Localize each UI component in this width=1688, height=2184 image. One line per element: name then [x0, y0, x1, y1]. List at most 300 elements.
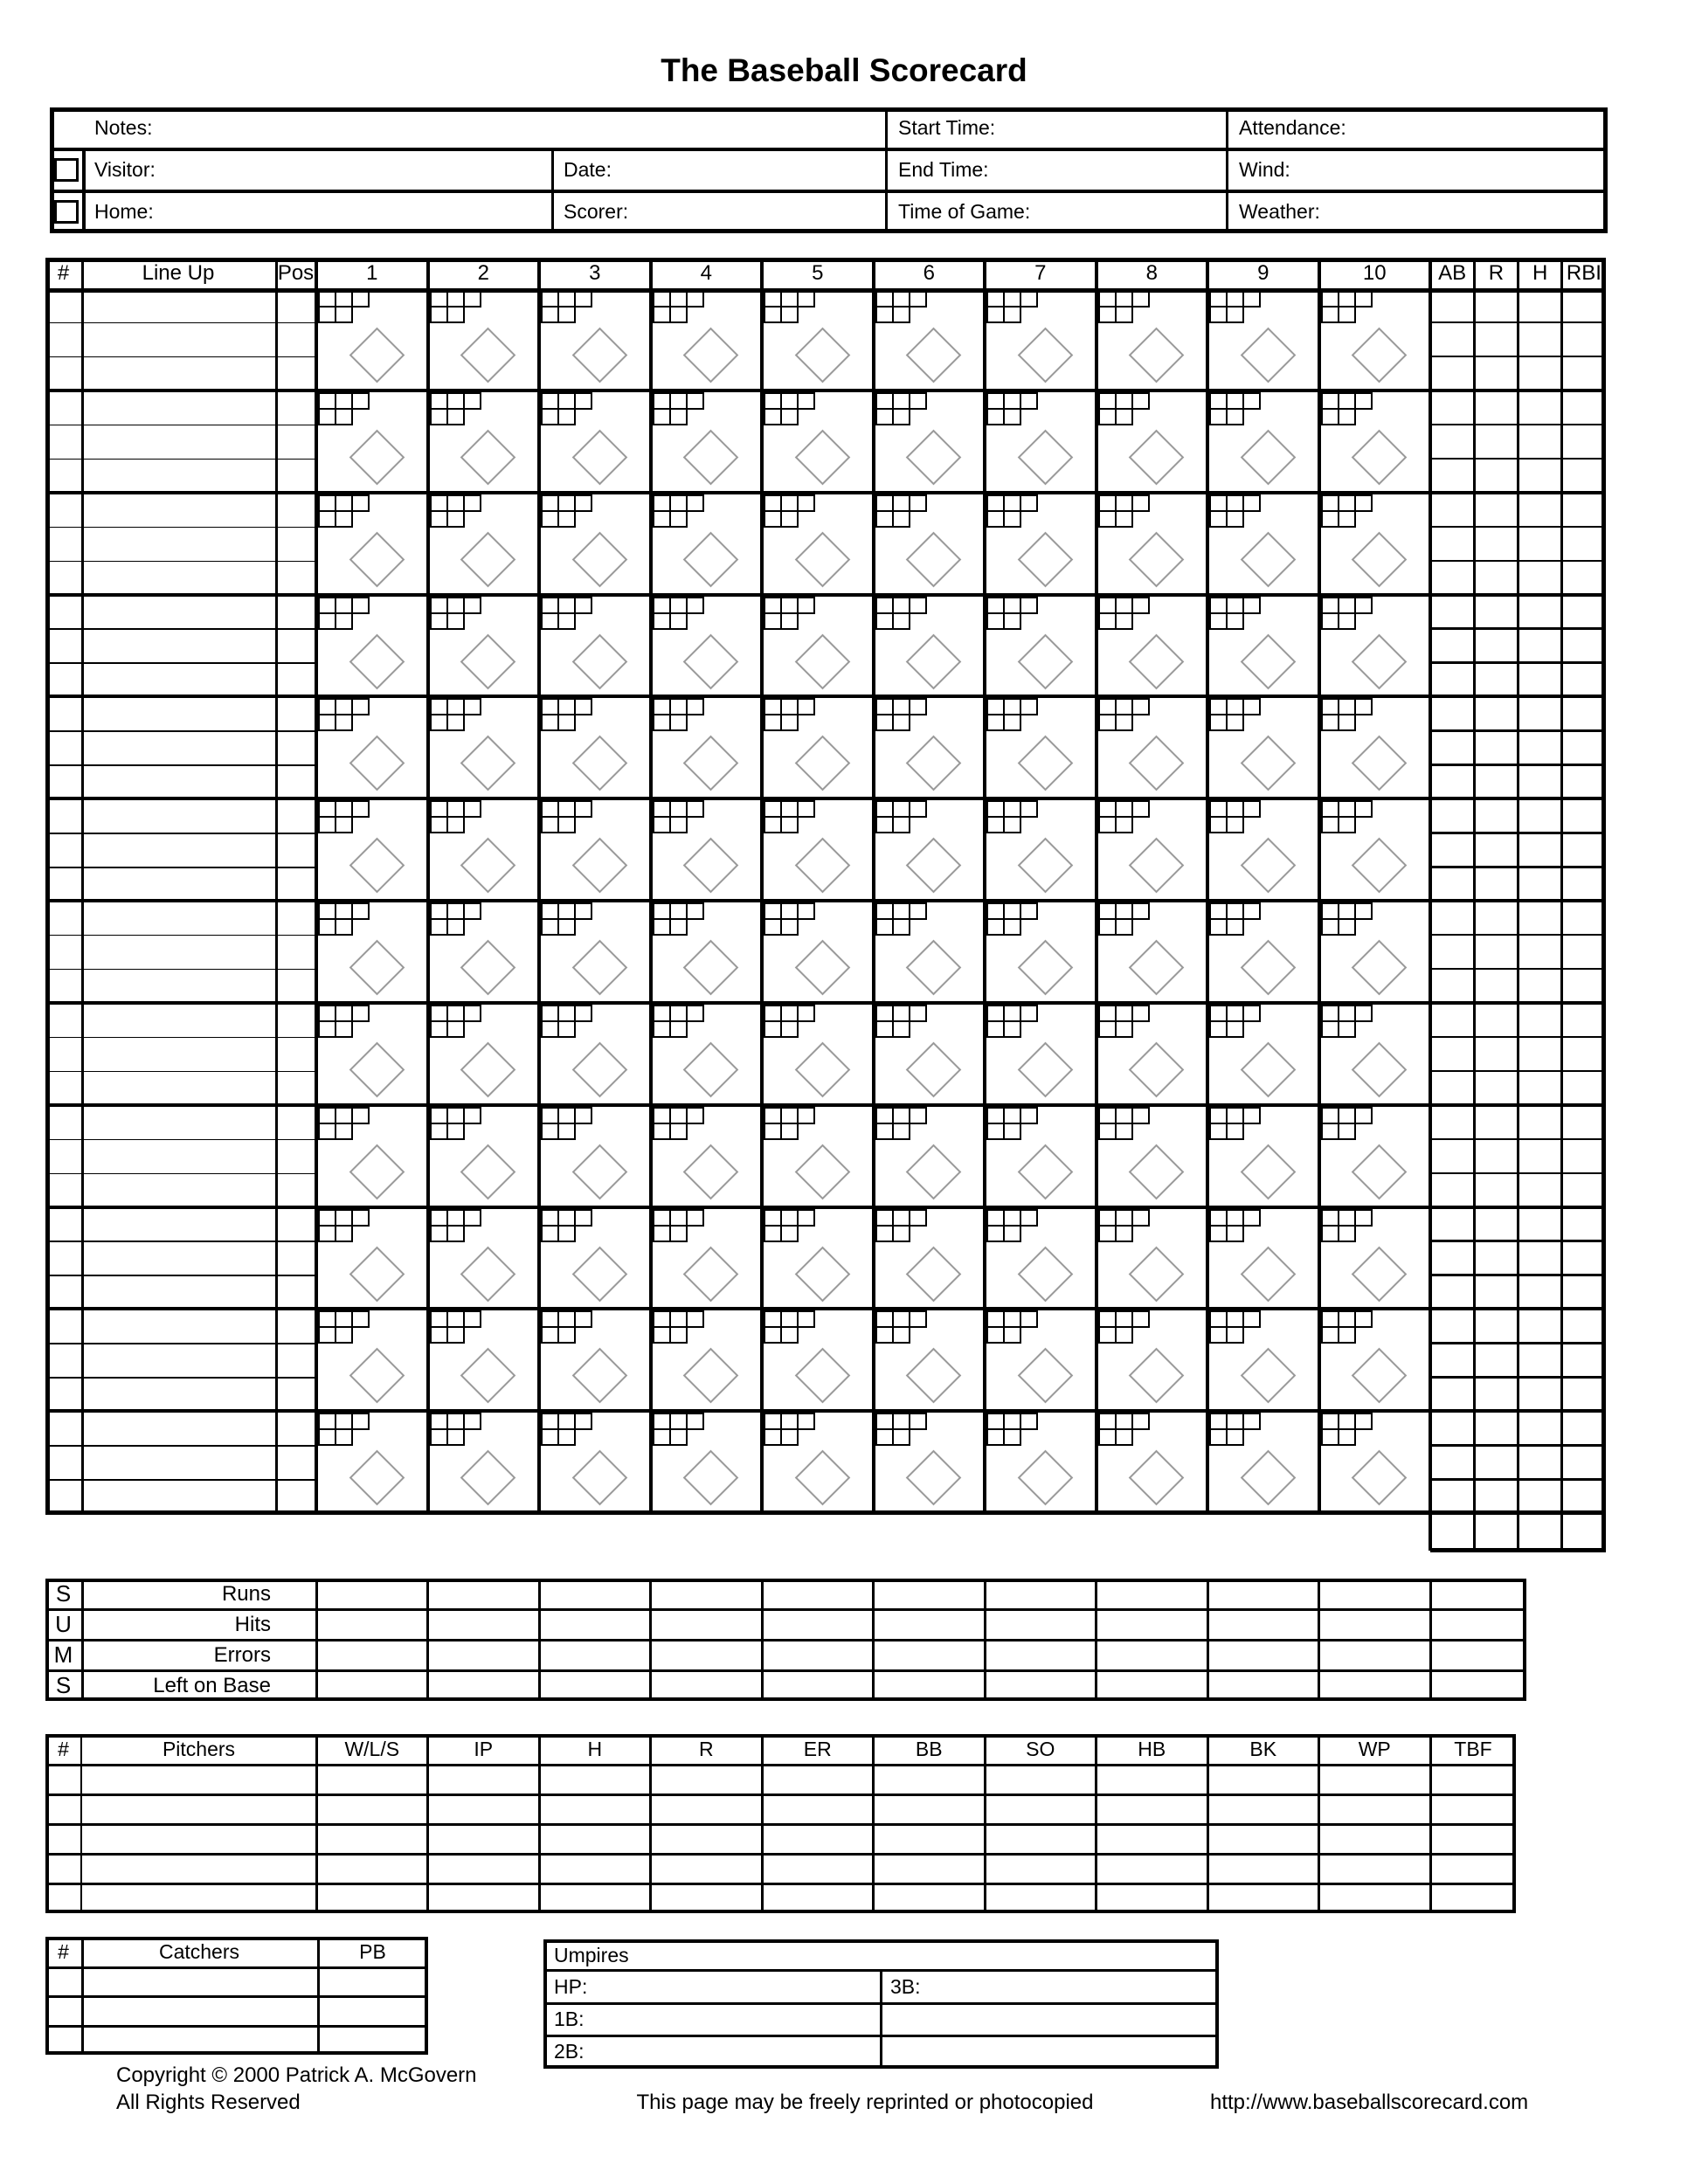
pitcher-cell[interactable]: [876, 1766, 983, 1793]
pitcher-cell[interactable]: [987, 1796, 1094, 1822]
pitch-count-box[interactable]: [1338, 902, 1356, 920]
pitch-count-box[interactable]: [764, 408, 782, 425]
pitch-count-box[interactable]: [1338, 1310, 1356, 1328]
pitch-count-box[interactable]: [669, 290, 688, 308]
stat-cell[interactable]: [1433, 597, 1471, 627]
pitcher-cell[interactable]: [764, 1796, 871, 1822]
pitch-count-box[interactable]: [463, 800, 481, 818]
pitch-count-box[interactable]: [446, 1326, 465, 1344]
pitch-count-box[interactable]: [875, 1225, 894, 1242]
pitch-count-box[interactable]: [875, 290, 894, 308]
pitch-count-box[interactable]: [780, 597, 799, 614]
umpire-empty-cell[interactable]: [887, 2006, 1210, 2034]
pitch-count-box[interactable]: [1115, 1209, 1133, 1227]
pitch-count-box[interactable]: [318, 1413, 336, 1430]
pitch-count-box[interactable]: [669, 1413, 688, 1430]
stat-cell[interactable]: [1477, 1175, 1515, 1206]
pitch-count-box[interactable]: [986, 816, 1005, 833]
pitch-count-box[interactable]: [1131, 1209, 1150, 1227]
pitch-count-box[interactable]: [875, 918, 894, 936]
pitch-count-box[interactable]: [1003, 408, 1021, 425]
pitch-count-box[interactable]: [1226, 800, 1244, 818]
pitch-count-box[interactable]: [797, 1310, 815, 1328]
player-number-cell[interactable]: [49, 1447, 78, 1477]
pitch-count-box[interactable]: [1115, 1326, 1133, 1344]
pitch-count-box[interactable]: [318, 510, 336, 528]
pitch-count-box[interactable]: [892, 290, 910, 308]
pitch-count-box[interactable]: [463, 1209, 481, 1227]
sums-cell[interactable]: [431, 1672, 537, 1699]
pitch-count-box[interactable]: [430, 1225, 448, 1242]
pitch-count-box[interactable]: [1020, 597, 1038, 614]
lineup-player-cell[interactable]: [85, 971, 272, 1001]
pitch-count-box[interactable]: [557, 1005, 576, 1022]
pitcher-cell[interactable]: [1099, 1885, 1206, 1911]
lineup-player-cell[interactable]: [85, 1276, 272, 1307]
pitcher-cell[interactable]: [876, 1856, 983, 1882]
pitcher-cell[interactable]: [319, 1796, 425, 1822]
pitch-count-box[interactable]: [986, 1428, 1005, 1446]
stat-cell[interactable]: [1477, 630, 1515, 660]
position-cell[interactable]: [279, 1141, 313, 1171]
pitch-count-box[interactable]: [1020, 902, 1038, 920]
pitcher-cell[interactable]: [1433, 1796, 1513, 1822]
sums-cell[interactable]: [542, 1672, 648, 1699]
lineup-player-cell[interactable]: [85, 766, 272, 797]
pitch-count-box[interactable]: [669, 408, 688, 425]
pitch-count-box[interactable]: [1338, 1413, 1356, 1430]
pitch-count-box[interactable]: [1003, 800, 1021, 818]
pitch-count-box[interactable]: [1354, 290, 1373, 308]
pitch-count-box[interactable]: [875, 1107, 894, 1124]
catcher-cell[interactable]: [84, 1969, 315, 1994]
pitch-count-box[interactable]: [1354, 494, 1373, 512]
lineup-player-cell[interactable]: [85, 732, 272, 763]
pitcher-cell[interactable]: [431, 1766, 537, 1793]
pitch-count-box[interactable]: [1338, 918, 1356, 936]
pitch-count-box[interactable]: [1321, 597, 1339, 614]
pitch-count-box[interactable]: [1003, 1107, 1021, 1124]
pitch-count-box[interactable]: [780, 510, 799, 528]
pitch-count-box[interactable]: [318, 1310, 336, 1328]
pitch-count-box[interactable]: [1354, 1107, 1373, 1124]
pitch-count-box[interactable]: [875, 1005, 894, 1022]
pitch-count-box[interactable]: [1115, 902, 1133, 920]
pitch-count-box[interactable]: [430, 1123, 448, 1140]
catcher-cell[interactable]: [48, 2028, 79, 2053]
pitcher-cell[interactable]: [987, 1885, 1094, 1911]
pitch-count-box[interactable]: [1209, 918, 1228, 936]
pitch-count-box[interactable]: [653, 800, 671, 818]
pitch-count-box[interactable]: [351, 290, 370, 308]
pitch-count-box[interactable]: [875, 392, 894, 410]
pitch-count-box[interactable]: [446, 1428, 465, 1446]
pitcher-cell[interactable]: [764, 1766, 871, 1793]
pitch-count-box[interactable]: [1226, 1225, 1244, 1242]
pitch-count-box[interactable]: [446, 1123, 465, 1140]
stat-cell[interactable]: [1521, 1073, 1560, 1103]
pitch-count-box[interactable]: [875, 1428, 894, 1446]
pitch-count-box[interactable]: [430, 1005, 448, 1022]
pitch-count-box[interactable]: [1003, 612, 1021, 630]
pitch-count-box[interactable]: [318, 1326, 336, 1344]
pitch-count-box[interactable]: [986, 1107, 1005, 1124]
pitch-count-box[interactable]: [1226, 1020, 1244, 1038]
pitch-count-box[interactable]: [764, 510, 782, 528]
pitch-count-box[interactable]: [909, 1413, 927, 1430]
pitcher-cell[interactable]: [987, 1826, 1094, 1852]
pitch-count-box[interactable]: [797, 1005, 815, 1022]
umpire-empty-cell[interactable]: [887, 2038, 1210, 2066]
position-cell[interactable]: [279, 698, 313, 729]
pitch-count-box[interactable]: [1226, 816, 1244, 833]
pitch-count-box[interactable]: [909, 902, 927, 920]
pitch-count-box[interactable]: [1242, 800, 1261, 818]
pitch-count-box[interactable]: [463, 290, 481, 308]
stat-cell[interactable]: [1521, 766, 1560, 797]
pitch-count-box[interactable]: [1003, 1413, 1021, 1430]
pitch-count-box[interactable]: [875, 612, 894, 630]
pitch-count-box[interactable]: [1003, 510, 1021, 528]
pitch-count-box[interactable]: [318, 1225, 336, 1242]
pitch-count-box[interactable]: [686, 597, 704, 614]
pitch-count-box[interactable]: [653, 392, 671, 410]
pitch-count-box[interactable]: [446, 612, 465, 630]
pitcher-cell[interactable]: [1322, 1796, 1429, 1822]
stat-cell[interactable]: [1565, 1379, 1603, 1409]
pitch-count-box[interactable]: [686, 1310, 704, 1328]
pitch-count-box[interactable]: [1209, 306, 1228, 323]
stat-cell[interactable]: [1433, 834, 1471, 865]
pitch-count-box[interactable]: [1131, 902, 1150, 920]
pitch-count-box[interactable]: [669, 1428, 688, 1446]
pitch-count-box[interactable]: [541, 408, 559, 425]
team-total-cell[interactable]: [1433, 1515, 1471, 1547]
pitch-count-box[interactable]: [1226, 714, 1244, 731]
pitch-count-box[interactable]: [335, 1005, 353, 1022]
pitch-count-box[interactable]: [1338, 290, 1356, 308]
pitch-count-box[interactable]: [557, 1326, 576, 1344]
pitch-count-box[interactable]: [1321, 612, 1339, 630]
player-number-cell[interactable]: [49, 834, 78, 865]
stat-cell[interactable]: [1521, 1447, 1560, 1477]
pitch-count-box[interactable]: [892, 306, 910, 323]
position-cell[interactable]: [279, 1413, 313, 1443]
sums-cell[interactable]: [319, 1672, 425, 1699]
pitch-count-box[interactable]: [1354, 1413, 1373, 1430]
pitch-count-box[interactable]: [1020, 1413, 1038, 1430]
pitch-count-box[interactable]: [764, 714, 782, 731]
lineup-player-cell[interactable]: [85, 1413, 272, 1443]
pitch-count-box[interactable]: [318, 597, 336, 614]
sums-cell[interactable]: [876, 1611, 983, 1638]
pitch-count-box[interactable]: [446, 714, 465, 731]
pitch-count-box[interactable]: [1321, 1413, 1339, 1430]
pitch-count-box[interactable]: [1354, 392, 1373, 410]
stat-cell[interactable]: [1477, 936, 1515, 967]
pitch-count-box[interactable]: [1226, 510, 1244, 528]
player-number-cell[interactable]: [49, 868, 78, 899]
stat-cell[interactable]: [1477, 1447, 1515, 1477]
pitch-count-box[interactable]: [557, 698, 576, 715]
pitch-count-box[interactable]: [669, 714, 688, 731]
pitch-count-box[interactable]: [1321, 902, 1339, 920]
catcher-cell[interactable]: [84, 2028, 315, 2053]
pitch-count-box[interactable]: [574, 1107, 592, 1124]
pitch-count-box[interactable]: [1209, 290, 1228, 308]
pitcher-cell[interactable]: [1433, 1826, 1513, 1852]
pitch-count-box[interactable]: [669, 902, 688, 920]
pitch-count-box[interactable]: [1354, 800, 1373, 818]
pitch-count-box[interactable]: [574, 1413, 592, 1430]
pitch-count-box[interactable]: [764, 1413, 782, 1430]
pitch-count-box[interactable]: [1098, 1326, 1117, 1344]
pitch-count-box[interactable]: [764, 902, 782, 920]
pitch-count-box[interactable]: [780, 902, 799, 920]
pitch-count-box[interactable]: [430, 902, 448, 920]
pitch-count-box[interactable]: [1321, 408, 1339, 425]
pitch-count-box[interactable]: [446, 306, 465, 323]
pitch-count-box[interactable]: [446, 392, 465, 410]
pitch-count-box[interactable]: [430, 1107, 448, 1124]
stat-cell[interactable]: [1565, 766, 1603, 797]
pitch-count-box[interactable]: [1098, 902, 1117, 920]
position-cell[interactable]: [279, 563, 313, 593]
pitch-count-box[interactable]: [1115, 1005, 1133, 1022]
pitch-count-box[interactable]: [669, 1310, 688, 1328]
player-number-cell[interactable]: [49, 1310, 78, 1341]
pitch-count-box[interactable]: [446, 698, 465, 715]
pitch-count-box[interactable]: [986, 1123, 1005, 1140]
end-time-field[interactable]: [1005, 151, 1223, 190]
stat-cell[interactable]: [1565, 1175, 1603, 1206]
player-number-cell[interactable]: [49, 766, 78, 797]
pitch-count-box[interactable]: [351, 698, 370, 715]
pitch-count-box[interactable]: [909, 1310, 927, 1328]
pitch-count-box[interactable]: [1321, 1123, 1339, 1140]
pitch-count-box[interactable]: [1321, 1310, 1339, 1328]
pitch-count-box[interactable]: [1115, 800, 1133, 818]
pitch-count-box[interactable]: [351, 1413, 370, 1430]
pitch-count-box[interactable]: [574, 800, 592, 818]
pitch-count-box[interactable]: [1226, 1107, 1244, 1124]
pitch-count-box[interactable]: [986, 1020, 1005, 1038]
stat-cell[interactable]: [1565, 460, 1603, 491]
lineup-player-cell[interactable]: [85, 664, 272, 695]
pitch-count-box[interactable]: [653, 306, 671, 323]
pitcher-cell[interactable]: [764, 1856, 871, 1882]
pitch-count-box[interactable]: [986, 494, 1005, 512]
pitch-count-box[interactable]: [463, 698, 481, 715]
stat-cell[interactable]: [1521, 1481, 1560, 1511]
stat-cell[interactable]: [1433, 1005, 1471, 1035]
sums-cell[interactable]: [319, 1611, 425, 1638]
weather-field[interactable]: [1337, 193, 1599, 232]
stat-cell[interactable]: [1477, 460, 1515, 491]
pitch-count-box[interactable]: [1209, 510, 1228, 528]
pitch-count-box[interactable]: [1098, 1310, 1117, 1328]
pitch-count-box[interactable]: [1003, 1123, 1021, 1140]
pitcher-cell[interactable]: [48, 1856, 79, 1882]
pitch-count-box[interactable]: [1338, 1123, 1356, 1140]
team-total-cell[interactable]: [1521, 1515, 1560, 1547]
pitch-count-box[interactable]: [1098, 1209, 1117, 1227]
sums-cell[interactable]: [764, 1641, 871, 1669]
pitch-count-box[interactable]: [1209, 1428, 1228, 1446]
pitch-count-box[interactable]: [335, 1020, 353, 1038]
pitcher-cell[interactable]: [1099, 1826, 1206, 1852]
stat-cell[interactable]: [1521, 529, 1560, 559]
pitch-count-box[interactable]: [1115, 1107, 1133, 1124]
catcher-cell[interactable]: [320, 1969, 425, 1994]
pitch-count-box[interactable]: [653, 612, 671, 630]
stat-cell[interactable]: [1521, 1209, 1560, 1240]
pitch-count-box[interactable]: [335, 494, 353, 512]
pitch-count-box[interactable]: [986, 290, 1005, 308]
pitch-count-box[interactable]: [1115, 1225, 1133, 1242]
pitch-count-box[interactable]: [1115, 1123, 1133, 1140]
pitch-count-box[interactable]: [986, 408, 1005, 425]
position-cell[interactable]: [279, 1005, 313, 1035]
pitcher-cell[interactable]: [542, 1826, 648, 1852]
pitch-count-box[interactable]: [653, 714, 671, 731]
pitch-count-box[interactable]: [318, 1107, 336, 1124]
catcher-cell[interactable]: [320, 1998, 425, 2023]
pitch-count-box[interactable]: [686, 800, 704, 818]
position-cell[interactable]: [279, 1209, 313, 1240]
stat-cell[interactable]: [1565, 563, 1603, 593]
stat-cell[interactable]: [1565, 529, 1603, 559]
sums-cell[interactable]: [1322, 1672, 1429, 1699]
pitcher-cell[interactable]: [431, 1826, 537, 1852]
pitch-count-box[interactable]: [1098, 1107, 1117, 1124]
pitch-count-box[interactable]: [1338, 1107, 1356, 1124]
pitch-count-box[interactable]: [986, 597, 1005, 614]
pitch-count-box[interactable]: [430, 1326, 448, 1344]
lineup-player-cell[interactable]: [85, 1379, 272, 1409]
pitch-count-box[interactable]: [335, 1107, 353, 1124]
pitch-count-box[interactable]: [1242, 494, 1261, 512]
pitch-count-box[interactable]: [1209, 816, 1228, 833]
pitch-count-box[interactable]: [1003, 902, 1021, 920]
pitch-count-box[interactable]: [986, 902, 1005, 920]
stat-cell[interactable]: [1521, 597, 1560, 627]
pitch-count-box[interactable]: [541, 597, 559, 614]
pitch-count-box[interactable]: [1209, 1310, 1228, 1328]
stat-cell[interactable]: [1565, 392, 1603, 423]
pitch-count-box[interactable]: [541, 306, 559, 323]
pitch-count-box[interactable]: [318, 1428, 336, 1446]
stat-cell[interactable]: [1433, 1379, 1471, 1409]
pitch-count-box[interactable]: [430, 392, 448, 410]
stat-cell[interactable]: [1477, 732, 1515, 763]
player-number-cell[interactable]: [49, 1481, 78, 1511]
pitcher-cell[interactable]: [654, 1826, 760, 1852]
pitch-count-box[interactable]: [797, 597, 815, 614]
pitch-count-box[interactable]: [1209, 1123, 1228, 1140]
pitch-count-box[interactable]: [318, 918, 336, 936]
pitch-count-box[interactable]: [1226, 1326, 1244, 1344]
catcher-cell[interactable]: [84, 1998, 315, 2023]
pitch-count-box[interactable]: [1226, 290, 1244, 308]
sums-cell[interactable]: [1099, 1641, 1206, 1669]
pitch-count-box[interactable]: [1209, 1020, 1228, 1038]
lineup-player-cell[interactable]: [85, 1175, 272, 1206]
team-total-cell[interactable]: [1477, 1515, 1515, 1547]
pitch-count-box[interactable]: [1242, 290, 1261, 308]
stat-cell[interactable]: [1477, 392, 1515, 423]
pitch-count-box[interactable]: [557, 1225, 576, 1242]
pitch-count-box[interactable]: [797, 1209, 815, 1227]
stat-cell[interactable]: [1477, 868, 1515, 899]
pitch-count-box[interactable]: [1321, 306, 1339, 323]
pitch-count-box[interactable]: [1321, 1107, 1339, 1124]
pitch-count-box[interactable]: [318, 1209, 336, 1227]
pitch-count-box[interactable]: [653, 816, 671, 833]
pitcher-cell[interactable]: [1433, 1766, 1513, 1793]
stat-cell[interactable]: [1477, 1039, 1515, 1069]
pitcher-cell[interactable]: [1099, 1766, 1206, 1793]
pitch-count-box[interactable]: [446, 408, 465, 425]
pitch-count-box[interactable]: [1209, 392, 1228, 410]
pitch-count-box[interactable]: [318, 714, 336, 731]
pitch-count-box[interactable]: [541, 1428, 559, 1446]
pitch-count-box[interactable]: [986, 510, 1005, 528]
pitch-count-box[interactable]: [1209, 494, 1228, 512]
sums-cell[interactable]: [876, 1580, 983, 1607]
pitch-count-box[interactable]: [1115, 510, 1133, 528]
pitch-count-box[interactable]: [780, 698, 799, 715]
pitch-count-box[interactable]: [686, 1413, 704, 1430]
pitch-count-box[interactable]: [764, 816, 782, 833]
pitch-count-box[interactable]: [351, 1209, 370, 1227]
time-of-game-field[interactable]: [1048, 193, 1223, 232]
pitcher-cell[interactable]: [48, 1766, 79, 1793]
pitch-count-box[interactable]: [686, 1005, 704, 1022]
stat-cell[interactable]: [1565, 971, 1603, 1001]
pitch-count-box[interactable]: [909, 392, 927, 410]
pitch-count-box[interactable]: [780, 1413, 799, 1430]
pitch-count-box[interactable]: [653, 902, 671, 920]
pitch-count-box[interactable]: [1131, 1005, 1150, 1022]
pitch-count-box[interactable]: [1115, 290, 1133, 308]
player-number-cell[interactable]: [49, 1276, 78, 1307]
pitch-count-box[interactable]: [1338, 800, 1356, 818]
pitch-count-box[interactable]: [986, 1326, 1005, 1344]
pitch-count-box[interactable]: [909, 1209, 927, 1227]
pitch-count-box[interactable]: [430, 1413, 448, 1430]
stat-cell[interactable]: [1433, 494, 1471, 525]
pitch-count-box[interactable]: [764, 597, 782, 614]
pitch-count-box[interactable]: [430, 800, 448, 818]
home-field[interactable]: [201, 193, 549, 232]
pitch-count-box[interactable]: [780, 816, 799, 833]
pitch-count-box[interactable]: [986, 698, 1005, 715]
pitch-count-box[interactable]: [1115, 1020, 1133, 1038]
lineup-player-cell[interactable]: [85, 1481, 272, 1511]
player-number-cell[interactable]: [49, 1242, 78, 1273]
pitch-count-box[interactable]: [1321, 510, 1339, 528]
lineup-player-cell[interactable]: [85, 1039, 272, 1069]
player-number-cell[interactable]: [49, 392, 78, 423]
stat-cell[interactable]: [1565, 902, 1603, 933]
position-cell[interactable]: [279, 1344, 313, 1375]
pitch-count-box[interactable]: [797, 290, 815, 308]
stat-cell[interactable]: [1433, 1141, 1471, 1171]
team-total-cell[interactable]: [1565, 1515, 1603, 1547]
pitch-count-box[interactable]: [875, 698, 894, 715]
player-number-cell[interactable]: [49, 664, 78, 695]
